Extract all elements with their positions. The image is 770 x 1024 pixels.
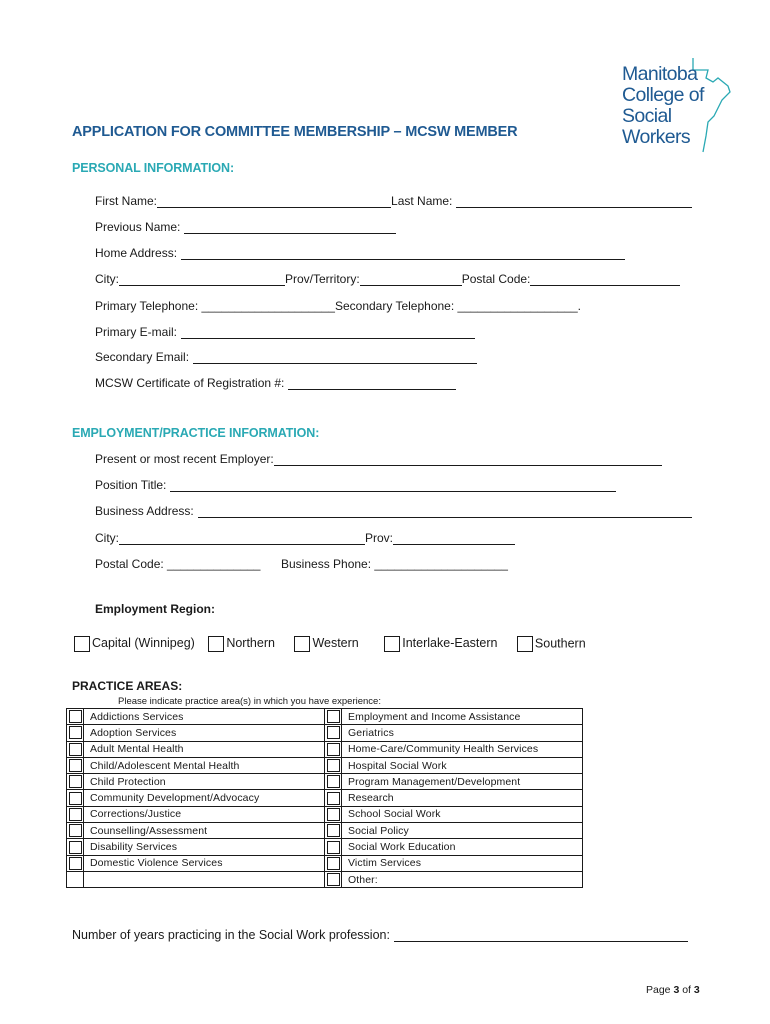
practice-checkbox-cell	[67, 741, 84, 757]
home-address-label: Home Address:	[95, 246, 178, 260]
practice-row	[67, 790, 583, 806]
region-label: Interlake-Eastern	[402, 636, 498, 651]
practice-checkbox[interactable]	[69, 710, 82, 723]
practice-checkbox-cell	[67, 790, 84, 806]
practice-area-label: Child/Adolescent Mental Health	[84, 757, 325, 773]
business-address-label: Business Address:	[95, 504, 194, 518]
postal-phone-row	[95, 557, 508, 571]
employer-field[interactable]	[274, 452, 662, 466]
page-mid: of	[679, 984, 694, 996]
business-address-field[interactable]	[198, 504, 692, 518]
previous-name-field[interactable]	[184, 220, 396, 234]
practice-checkbox[interactable]	[327, 824, 340, 837]
telephone-row	[95, 299, 581, 313]
page-number	[646, 984, 700, 996]
practice-checkbox[interactable]	[69, 775, 82, 788]
practice-area-label: Research	[342, 790, 583, 806]
practice-checkbox[interactable]	[327, 841, 340, 854]
practice-area-label: Counselling/Assessment	[84, 823, 325, 839]
business-city-prov-row	[95, 531, 515, 545]
home-address-row	[95, 246, 625, 260]
years-practicing-label: Number of years practicing in the Social Work profession:	[72, 928, 390, 942]
logo-line: College of	[622, 84, 704, 106]
practice-area-label: Social Work Education	[342, 839, 583, 855]
certificate-field[interactable]	[288, 376, 456, 390]
practice-checkbox-cell	[67, 855, 84, 871]
region-checkbox[interactable]	[517, 636, 533, 652]
city-label: City:	[95, 272, 119, 286]
business-prov-field[interactable]	[393, 531, 515, 545]
practice-area-label: Hospital Social Work	[342, 757, 583, 773]
last-name-label: Last Name:	[391, 194, 453, 208]
secondary-email-row	[95, 350, 477, 364]
city-field[interactable]	[119, 272, 285, 286]
page-current: 3	[673, 984, 680, 996]
postal-code-label: Postal Code:	[461, 272, 531, 286]
practice-checkbox[interactable]	[69, 824, 82, 837]
last-name-field[interactable]	[456, 194, 692, 208]
practice-checkbox-cell	[67, 757, 84, 773]
practice-area-label: Employment and Income Assistance	[342, 709, 583, 725]
practice-checkbox-cell	[325, 790, 342, 806]
practice-area-label: Victim Services	[342, 855, 583, 871]
practice-checkbox-cell	[325, 741, 342, 757]
practice-area-label: Program Management/Development	[342, 774, 583, 790]
practice-checkbox[interactable]	[327, 710, 340, 723]
first-name-field[interactable]	[157, 194, 391, 208]
practice-area-label: Corrections/Justice	[84, 806, 325, 822]
position-title-row	[95, 478, 616, 492]
prov-field[interactable]	[360, 272, 462, 286]
practice-checkbox[interactable]	[327, 759, 340, 772]
practice-checkbox-cell	[325, 757, 342, 773]
position-title-field[interactable]	[170, 478, 616, 492]
years-practicing-row	[72, 928, 688, 942]
primary-telephone[interactable]: Primary Telephone: ____________________	[95, 299, 335, 313]
region-options	[74, 636, 586, 652]
secondary-email-label: Secondary Email:	[95, 350, 190, 364]
practice-area-label: Social Policy	[342, 823, 583, 839]
practice-checkbox[interactable]	[69, 808, 82, 821]
secondary-telephone[interactable]: Secondary Telephone: __________________.	[334, 299, 581, 313]
practice-checkbox[interactable]	[327, 873, 340, 886]
logo-line: Manitoba	[622, 63, 698, 85]
practice-row	[67, 871, 583, 887]
practice-checkbox[interactable]	[327, 775, 340, 788]
practice-row	[67, 741, 583, 757]
certificate-row	[95, 376, 456, 390]
region-checkbox[interactable]	[384, 636, 400, 652]
business-postal-code[interactable]: Postal Code: ______________	[95, 557, 261, 571]
practice-areas-table	[66, 708, 583, 888]
practice-checkbox-cell	[67, 806, 84, 822]
logo-line: Social	[622, 105, 672, 127]
region-label: Southern	[534, 636, 586, 651]
practice-checkbox-cell	[325, 806, 342, 822]
practice-area-label: Home-Care/Community Health Services	[342, 741, 583, 757]
practice-checkbox[interactable]	[327, 792, 340, 805]
practice-checkbox-cell	[325, 839, 342, 855]
practice-checkbox[interactable]	[69, 792, 82, 805]
practice-areas-heading: PRACTICE AREAS:	[72, 679, 183, 693]
practice-area-label	[84, 871, 325, 887]
employer-label: Present or most recent Employer:	[95, 452, 274, 466]
page-title: APPLICATION FOR COMMITTEE MEMBERSHIP – MCSW MEMBER	[72, 124, 518, 140]
practice-checkbox-cell	[325, 709, 342, 725]
business-city-label: City:	[95, 531, 119, 545]
practice-checkbox-cell	[325, 855, 342, 871]
practice-area-label: Other:	[342, 871, 583, 887]
practice-area-label: Addictions Services	[84, 709, 325, 725]
practice-checkbox-cell	[67, 709, 84, 725]
postal-code-field[interactable]	[530, 272, 680, 286]
employer-row	[95, 452, 662, 466]
practice-checkbox[interactable]	[327, 808, 340, 821]
business-phone[interactable]: Business Phone: ____________________	[281, 557, 508, 571]
region-checkbox[interactable]	[74, 636, 90, 652]
practice-checkbox-cell	[67, 725, 84, 741]
position-title-label: Position Title:	[95, 478, 167, 492]
practice-area-label: Child Protection	[84, 774, 325, 790]
years-practicing-field[interactable]	[394, 928, 688, 942]
practice-row	[67, 855, 583, 871]
practice-area-label: Domestic Violence Services	[84, 855, 325, 871]
primary-email-label: Primary E-mail:	[95, 325, 178, 339]
practice-checkbox[interactable]	[69, 743, 82, 756]
practice-row	[67, 806, 583, 822]
practice-checkbox[interactable]	[327, 743, 340, 756]
business-address-row	[95, 504, 692, 518]
practice-area-label: Disability Services	[84, 839, 325, 855]
first-last-name-row	[95, 194, 692, 208]
practice-checkbox-cell	[325, 774, 342, 790]
region-checkbox[interactable]	[294, 636, 310, 652]
page-prefix: Page	[646, 984, 674, 996]
practice-checkbox-cell	[325, 823, 342, 839]
practice-checkbox-cell	[67, 871, 84, 887]
logo-line: Workers	[622, 126, 691, 148]
practice-row	[67, 709, 583, 725]
primary-email-field[interactable]	[181, 325, 475, 339]
practice-checkbox[interactable]	[69, 726, 82, 739]
practice-checkbox-cell	[67, 823, 84, 839]
practice-checkbox[interactable]	[69, 841, 82, 854]
page-total: 3	[693, 984, 700, 996]
practice-row	[67, 725, 583, 741]
certificate-label: MCSW Certificate of Registration #:	[95, 376, 285, 390]
practice-row	[67, 823, 583, 839]
business-prov-label: Prov:	[365, 531, 394, 545]
primary-email-row	[95, 325, 475, 339]
practice-area-label: Adoption Services	[84, 725, 325, 741]
practice-row	[67, 757, 583, 773]
region-checkbox[interactable]	[208, 636, 224, 652]
practice-checkbox[interactable]	[327, 857, 340, 870]
secondary-email-field[interactable]	[193, 350, 477, 364]
city-prov-postal-row	[95, 272, 680, 286]
region-label: Capital (Winnipeg)	[92, 636, 195, 651]
practice-checkbox-cell	[67, 774, 84, 790]
practice-area-label: Community Development/Advocacy	[84, 790, 325, 806]
previous-name-label: Previous Name:	[95, 220, 181, 234]
practice-row	[67, 774, 583, 790]
practice-checkbox-cell	[325, 725, 342, 741]
practice-area-label: Adult Mental Health	[84, 741, 325, 757]
region-label: Western	[312, 636, 359, 651]
employment-region-label: Employment Region:	[95, 602, 216, 616]
practice-checkbox[interactable]	[69, 759, 82, 772]
business-city-field[interactable]	[119, 531, 365, 545]
employment-info-heading: EMPLOYMENT/PRACTICE INFORMATION:	[72, 426, 320, 440]
practice-checkbox-cell	[325, 871, 342, 887]
personal-info-heading: PERSONAL INFORMATION:	[72, 161, 235, 175]
previous-name-row	[95, 220, 396, 234]
practice-area-label: Geriatrics	[342, 725, 583, 741]
practice-area-label: School Social Work	[342, 806, 583, 822]
mcsw-logo	[622, 64, 732, 148]
home-address-field[interactable]	[181, 246, 625, 260]
practice-checkbox[interactable]	[69, 857, 82, 870]
practice-checkbox[interactable]	[327, 726, 340, 739]
prov-label: Prov/Territory:	[285, 272, 360, 286]
practice-checkbox-cell	[67, 839, 84, 855]
practice-areas-instruction: Please indicate practice area(s) in which you have experience:	[118, 696, 381, 707]
practice-row	[67, 839, 583, 855]
first-name-label: First Name:	[95, 194, 158, 208]
region-label: Northern	[226, 636, 275, 651]
